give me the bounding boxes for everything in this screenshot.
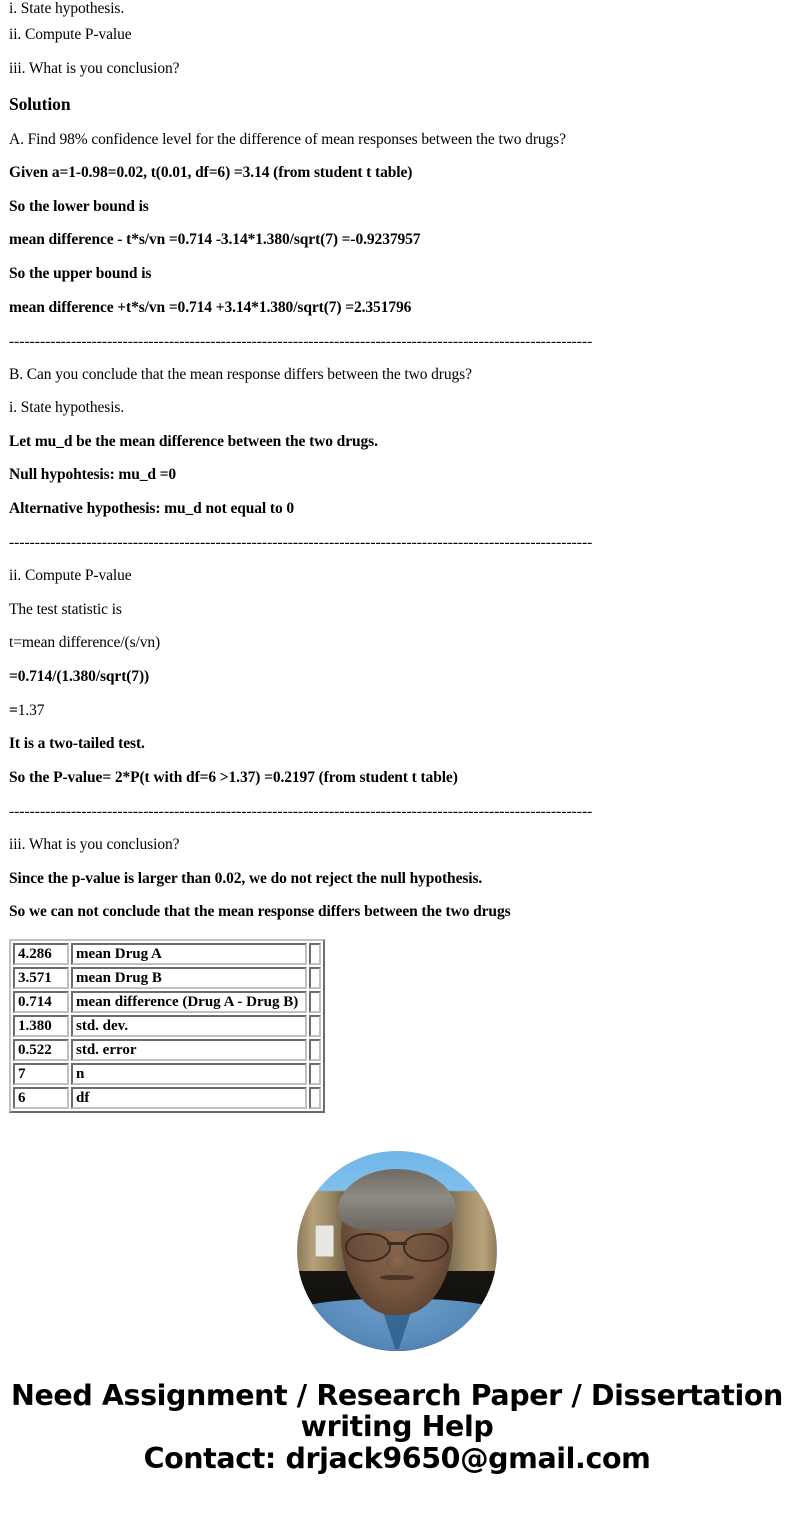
stat-value-cell: 1.380 [13,1015,69,1037]
stat-label-cell: mean Drug A [71,943,307,965]
lower-bound-label: So the lower bound is [9,197,149,215]
stat-spacer-cell [309,991,321,1013]
stat-value-cell: 7 [13,1063,69,1085]
question-compute-pvalue-top: ii. Compute P-value [9,26,132,44]
section-divider-2: ----------------------------------------------------------------------------------------------------------------- [9,534,593,552]
null-hypothesis: Null hypohtesis: mu_d =0 [9,466,177,484]
stat-spacer-cell [309,1039,321,1061]
table-row [13,1087,321,1109]
table-row [13,1039,321,1061]
stat-value-cell: 6 [13,1087,69,1109]
section-divider-1: ----------------------------------------------------------------------------------------------------------------- [9,332,593,350]
stat-spacer-cell [309,967,321,989]
glasses-left-lens [345,1233,391,1262]
stats-table-container [9,929,785,1113]
summary-statistics-table [9,939,325,1113]
glasses-icon [345,1233,449,1259]
alternative-hypothesis: Alternative hypothesis: mu_d not equal to 0 [9,500,295,518]
test-statistic-substituted: =0.714/(1.380/sqrt(7)) [9,668,150,686]
question-state-hypothesis-top: i. State hypothesis. [9,0,125,18]
two-tailed-note: It is a two-tailed test. [9,735,145,753]
author-photo-block [0,1113,794,1351]
question-conclusion-top: iii. What is you conclusion? [9,59,180,77]
upper-bound-label: So the upper bound is [9,264,152,282]
table-row [13,1063,321,1085]
stat-value-cell: 0.522 [13,1039,69,1061]
stat-spacer-cell [309,1087,321,1109]
section-divider-3: ----------------------------------------------------------------------------------------------------------------- [9,802,593,820]
table-row [13,991,321,1013]
promo-line-1: Need Assignment / Research Paper / Dissertation [11,1379,783,1413]
part-a-prompt: A. Find 98% confidence level for the difference of mean responses between the two drugs? [9,130,566,148]
promo-contact-line: Contact: drjack9650@gmail.com [143,1441,651,1475]
stat-value-cell: 0.714 [13,991,69,1013]
glasses-right-lens [403,1233,449,1262]
table-row [13,967,321,989]
stat-label-cell: std. error [71,1039,307,1061]
part-b-step-ii-label: ii. Compute P-value [9,567,132,585]
promo-footer [0,1351,794,1474]
stat-label-cell: std. dev. [71,1015,307,1037]
table-row [13,943,321,965]
conclusion-line-1: Since the p-value is larger than 0.02, we do not reject the null hypothesis. [9,869,483,887]
avatar [297,1151,497,1351]
photo-wall-switch [315,1225,334,1257]
conclusion-line-2: So we can not conclude that the mean response differs between the two drugs [9,903,511,921]
stats-table-body [13,943,321,1109]
test-statistic-formula: t=mean difference/(s/vn) [9,634,161,652]
test-statistic-label: The test statistic is [9,600,122,618]
stat-label-cell: df [71,1087,307,1109]
p-value-line: So the P-value= 2*P(t with df=6 >1.37) =0.2197 (from student t table) [9,768,458,786]
stat-label-cell: mean Drug B [71,967,307,989]
promo-line-2: writing Help [300,1410,494,1444]
mu-d-definition: Let mu_d be the mean difference between the two drugs. [9,432,378,450]
stat-label-cell: n [71,1063,307,1085]
part-b-step-i-label: i. State hypothesis. [9,399,125,417]
test-statistic-value: 1.37 [17,701,45,719]
upper-bound-equation: mean difference +t*s/vn =0.714 +3.14*1.380/sqrt(7) =2.351796 [9,298,412,316]
solution-heading: Solution [9,94,71,115]
lower-bound-equation: mean difference - t*s/vn =0.714 -3.14*1.380/sqrt(7) =-0.9237957 [9,231,421,249]
stat-value-cell: 3.571 [13,967,69,989]
part-a-given: Given a=1-0.98=0.02, t(0.01, df=6) =3.14 (from student t table) [9,164,413,182]
stat-spacer-cell [309,1063,321,1085]
stat-value-cell: 4.286 [13,943,69,965]
test-statistic-equals-sign: = [9,701,18,719]
stat-spacer-cell [309,943,321,965]
table-row [13,1015,321,1037]
stat-spacer-cell [309,1015,321,1037]
test-statistic-result [9,694,785,728]
stat-label-cell: mean difference (Drug A - Drug B) [71,991,307,1013]
part-b-step-iii-label: iii. What is you conclusion? [9,836,180,853]
part-b-prompt: B. Can you conclude that the mean response differs between the two drugs? [9,365,472,383]
